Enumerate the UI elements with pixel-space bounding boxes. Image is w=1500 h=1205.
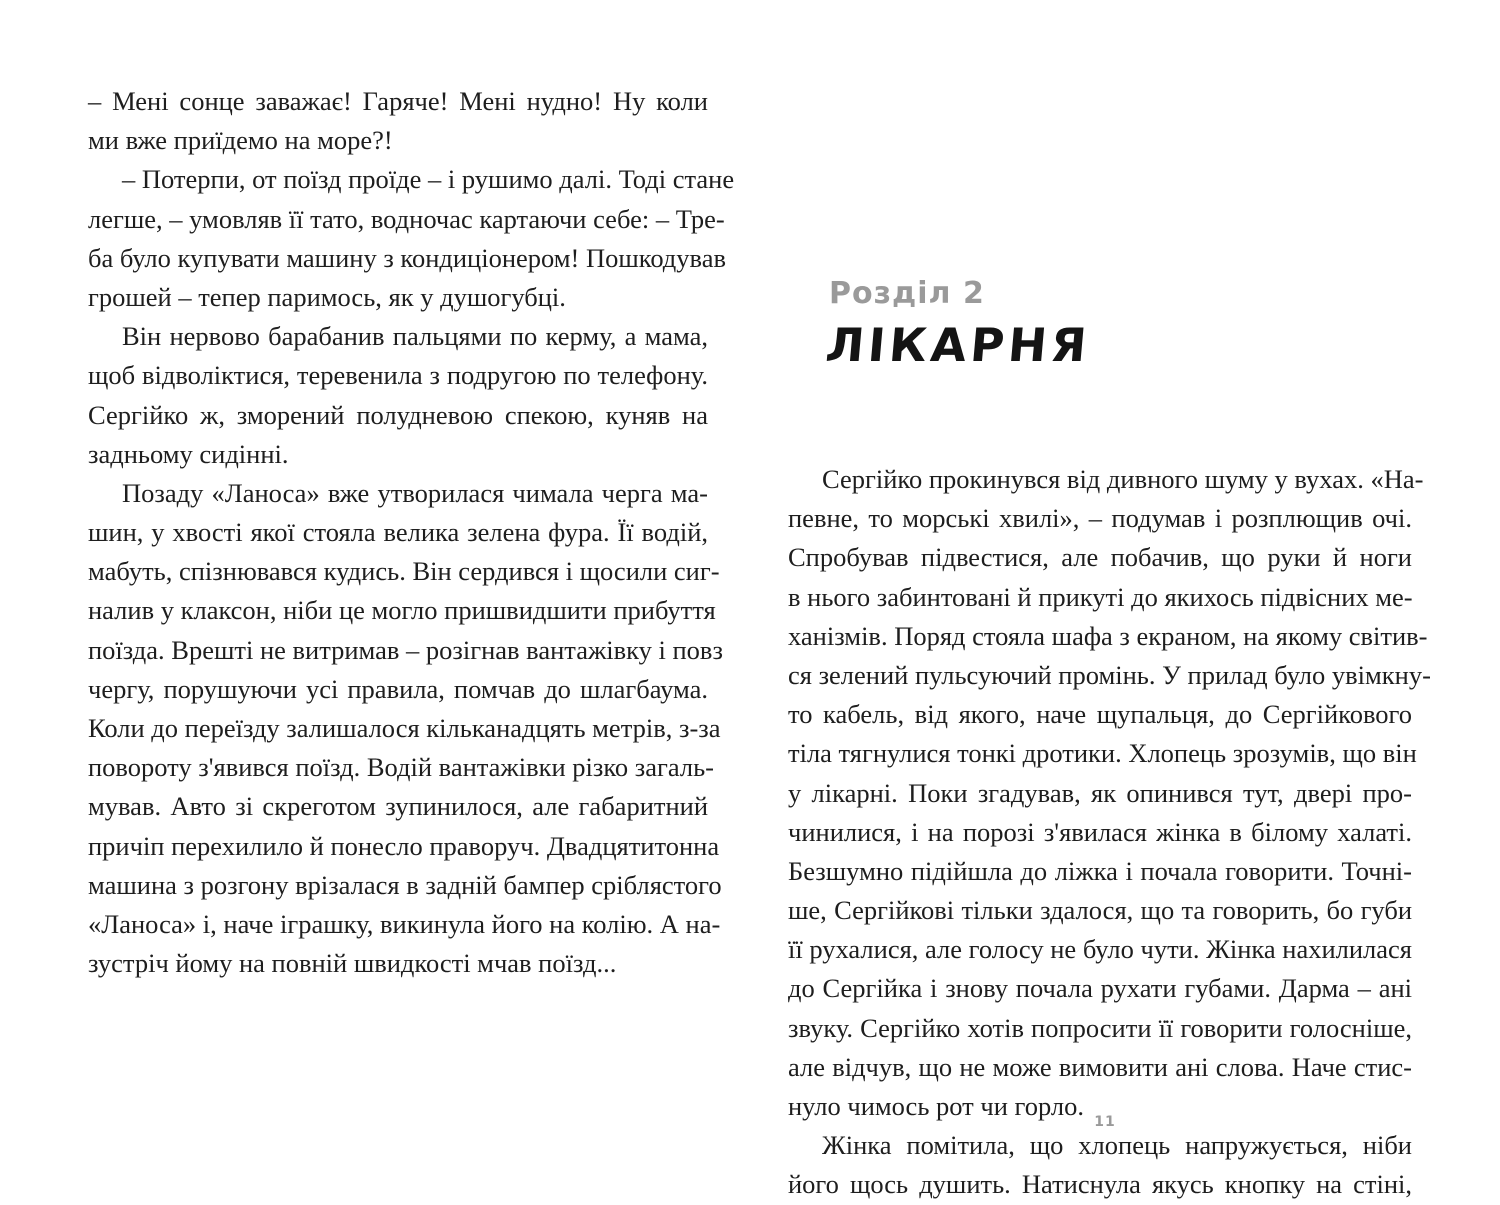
text-line: машина з розгону врізалася в задній бампер сріблястого bbox=[88, 869, 722, 900]
text-line: налив у клаксон, ніби це могло пришвидшити прибуття bbox=[88, 595, 716, 626]
text-line: Сергійко прокинувся від дивного шуму у вухах. «На- bbox=[822, 464, 1424, 494]
right-page-text bbox=[788, 460, 1431, 1205]
text-line: ся зелений пульсуючий промінь. У прилад було увімкну- bbox=[788, 659, 1431, 690]
text-line: зустріч йому на повній швидкості мчав поїзд... bbox=[88, 948, 617, 979]
text-line: його щось душить. Натиснула якусь кнопку на стіні, bbox=[788, 1169, 1412, 1200]
text-line: Позаду «Ланоса» вже утворилася чимала черга ма- bbox=[122, 477, 708, 508]
chapter-label: Розділ 2 bbox=[829, 276, 985, 311]
text-line: нуло чимось рот чи горло. bbox=[788, 1091, 1084, 1121]
text-line: Спробував підвестися, але побачив, що руки й ноги bbox=[788, 542, 1412, 573]
text-line: тіла тягнулися тонкі дротики. Хлопець зрозумів, що він bbox=[788, 738, 1417, 769]
text-line: ба було купувати машину з кондиціонером! Пошкодував bbox=[88, 242, 726, 273]
text-line: до Сергійка і знову почала рухати губами. Дарма – ані bbox=[788, 973, 1412, 1004]
left-page-text bbox=[88, 82, 735, 983]
text-line: ханізмів. Поряд стояла шафа з екраном, на якому світив- bbox=[788, 620, 1428, 651]
text-line: причіп перехилило й понесло праворуч. Двадцятитонна bbox=[88, 830, 720, 861]
text-line: ше, Сергійкові тільки здалося, що та говорить, бо губи bbox=[788, 895, 1412, 926]
text-line: щоб відволіктися, теревенила з подругою по телефону. bbox=[88, 360, 708, 391]
text-line: мував. Авто зі скреготом зупинилося, але габаритний bbox=[88, 791, 708, 822]
text-line: звуку. Сергійко хотів попросити її говорити голосніше, bbox=[788, 1012, 1412, 1043]
text-line: Він нервово барабанив пальцями по керму, а мама, bbox=[122, 321, 708, 352]
right-page bbox=[750, 0, 1500, 1200]
text-line: то кабель, від якого, наче щупальця, до Сергійкового bbox=[788, 699, 1412, 730]
text-line: Жінка помітила, що хлопець напружується, ніби bbox=[822, 1130, 1412, 1161]
text-line: – Мені сонце заважає! Гаряче! Мені нудно! Ну коли bbox=[88, 86, 708, 116]
page-number: 11 bbox=[1094, 1114, 1116, 1130]
text-line: задньому сидінні. bbox=[88, 438, 289, 469]
text-line: Безшумно підійшла до ліжка і почала говорити. Точні- bbox=[788, 855, 1412, 886]
text-line: легше, – умовляв її тато, водночас картаючи себе: – Тре- bbox=[88, 203, 725, 234]
text-line: Сергійко ж, зморений полудневою спекою, куняв на bbox=[88, 399, 708, 430]
text-line: у лікарні. Поки згадував, як опинився тут, двері про- bbox=[788, 777, 1412, 808]
text-line: її рухалися, але голосу не було чути. Жінка нахилилася bbox=[788, 934, 1412, 965]
chapter-title: ЛІКАРНЯ bbox=[823, 318, 1093, 372]
text-line: в нього забинтовані й прикуті до якихось підвісних ме- bbox=[788, 581, 1413, 612]
text-line: поїзда. Врешті не витримав – розігнав вантажівку і повз bbox=[88, 634, 723, 665]
text-line: але відчув, що не може вимовити ані слова. Наче стис- bbox=[788, 1051, 1412, 1082]
text-line: мабуть, спізнювався кудись. Він сердився і щосили сиг- bbox=[88, 556, 720, 587]
text-line: повороту з'явився поїзд. Водій вантажівки різко загаль- bbox=[88, 752, 715, 783]
text-line: – Потерпи, от поїзд проїде – і рушимо далі. Тоді стане bbox=[122, 164, 735, 195]
text-line: шин, у хвості якої стояла велика зелена фура. Її водій, bbox=[88, 517, 708, 548]
text-line: Коли до переїзду залишалося кільканадцять метрів, з-за bbox=[88, 713, 721, 743]
text-line: чинилися, і на порозі з'явилася жінка в білому халаті. bbox=[788, 816, 1412, 847]
text-line: певне, то морські хвилі», – подумав і розплющив очі. bbox=[788, 503, 1412, 534]
text-line: ми вже приїдемо на море?! bbox=[88, 125, 393, 156]
text-line: чергу, порушуючи усі правила, помчав до шлагбаума. bbox=[88, 673, 708, 704]
text-line: «Ланоса» і, наче іграшку, викинула його на колію. А на- bbox=[88, 908, 721, 939]
left-page bbox=[0, 0, 750, 1179]
text-line: грошей – тепер паримось, як у душогубці. bbox=[88, 281, 566, 312]
